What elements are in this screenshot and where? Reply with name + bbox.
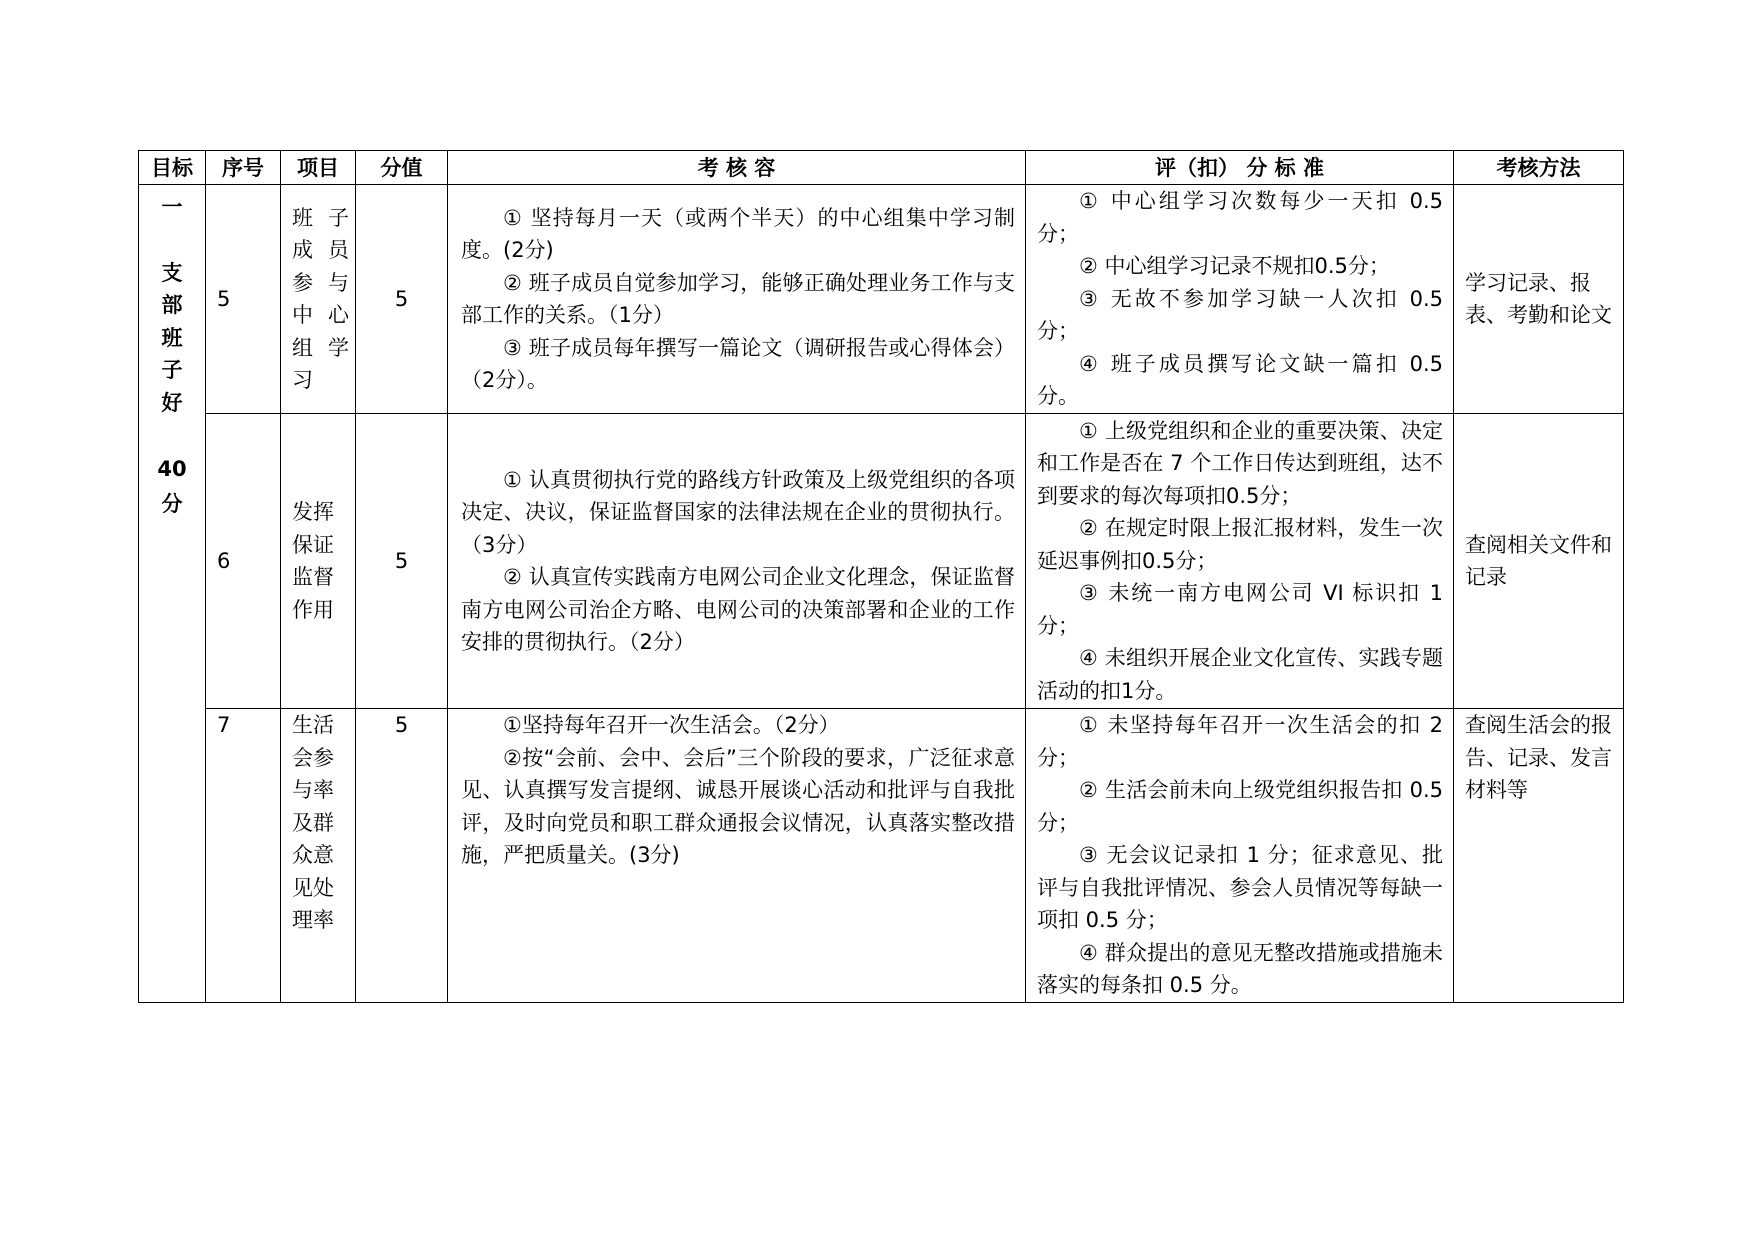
item-cell: [281, 414, 356, 709]
method-cell: 查阅相关文件和记录: [1454, 414, 1624, 709]
score-cell: 5: [356, 414, 448, 709]
criteria-paragraph: ① 上级党组织和企业的重要决策、决定和工作是否在 7 个工作日传达到班组，达不到要求的每次每项扣0.5分；: [1037, 418, 1443, 508]
item-cell: [281, 709, 356, 1003]
table-row: [139, 709, 1624, 1003]
header-content: 考 核 容: [448, 151, 1026, 185]
table-row: [139, 185, 1624, 414]
criteria-cell: [1026, 709, 1454, 1003]
criteria-paragraph: ③ 未统一南方电网公司 VI 标识扣 1 分；: [1037, 581, 1443, 638]
criteria-cell: [1026, 185, 1454, 414]
item-line: 众意: [292, 843, 334, 867]
table-row: [139, 414, 1624, 709]
content-paragraph: ②按“会前、会中、会后”三个阶段的要求，广泛征求意见、认真撰写发言提纲、诚恳开展谈心活动和批评与自我批评，及时向党员和职工群众通报会议情况，认真落实整改措施，严把质量关。(3分): [461, 745, 1015, 867]
header-seq: 序号: [206, 151, 281, 185]
content-cell: [448, 185, 1026, 414]
target-char: 子: [161, 358, 183, 382]
target-char: 一: [161, 195, 183, 219]
content-paragraph: ② 认真宣传实践南方电网公司企业文化理念，保证监督南方电网公司治企方略、电网公司的决策部署和企业的工作安排的贯彻执行。（2分）: [461, 565, 1015, 654]
criteria-paragraph: ③ 无故不参加学习缺一人次扣 0.5 分；: [1037, 286, 1443, 344]
item-line: 及群: [292, 810, 334, 835]
seq-cell: 7: [206, 709, 281, 1003]
header-criteria: 评（扣） 分 标 准: [1026, 151, 1454, 185]
criteria-paragraph: ① 未坚持每年召开一次生活会的扣 2 分；: [1037, 713, 1443, 770]
content-paragraph: ③ 班子成员每年撰写一篇论文（调研报告或心得体会）（2分）。: [461, 335, 1015, 392]
method-cell: 查阅生活会的报告、记录、发言材料等: [1454, 709, 1624, 1003]
criteria-paragraph: ④ 群众提出的意见无整改措施或措施未落实的每条扣 0.5 分。: [1037, 940, 1443, 997]
criteria-cell: [1026, 414, 1454, 709]
item-line: 会参: [292, 745, 334, 770]
target-char: 部: [161, 293, 183, 317]
target-points: 40: [157, 457, 187, 481]
criteria-paragraph: ② 在规定时限上报汇报材料，发生一次延迟事例扣0.5分；: [1037, 516, 1443, 573]
criteria-paragraph: ① 中心组学习次数每少一天扣 0.5 分；: [1037, 189, 1443, 246]
header-item: 项目: [281, 151, 356, 185]
header-target: 目标: [139, 151, 206, 185]
content-cell: [448, 414, 1026, 709]
method-cell: 学习记录、报表、考勤和论文: [1454, 185, 1624, 414]
item-line: 发挥: [292, 500, 334, 524]
item-line: 班子: [292, 205, 349, 230]
item-line: 生活: [292, 713, 334, 737]
seq-cell: 6: [206, 414, 281, 709]
score-cell: 5: [356, 709, 448, 1003]
criteria-paragraph: ④ 未组织开展企业文化宣传、实践专题活动的扣1分。: [1037, 646, 1443, 703]
item-line: 中心: [292, 303, 349, 327]
criteria-paragraph: ③ 无会议记录扣 1 分；征求意见、批评与自我批评情况、参会人员情况等每缺一项扣 0.5 分；: [1037, 843, 1443, 932]
seq-cell: 5: [206, 185, 281, 414]
criteria-paragraph: ② 生活会前未向上级党组织报告扣 0.5 分；: [1037, 778, 1443, 835]
assessment-table: [138, 150, 1624, 1003]
item-line: 监督: [292, 565, 334, 589]
content-cell: [448, 709, 1026, 1003]
target-points-unit: 分: [161, 492, 183, 516]
item-line: 见处: [292, 875, 334, 900]
header-method: 考核方法: [1454, 151, 1624, 185]
item-cell: [281, 185, 356, 414]
content-paragraph: ② 班子成员自觉参加学习，能够正确处理业务工作与支部工作的关系。（1分）: [461, 270, 1015, 327]
item-line: 习: [292, 368, 313, 392]
item-line: 理率: [292, 908, 334, 932]
target-cell: [139, 185, 206, 1003]
content-paragraph: ①坚持每年召开一次生活会。（2分）: [503, 713, 840, 737]
header-score: 分值: [356, 151, 448, 185]
content-paragraph: ① 认真贯彻执行党的路线方针政策及上级党组织的各项决定、决议，保证监督国家的法律法规在企业的贯彻执行。（3分）: [461, 467, 1015, 557]
target-char: 班: [161, 325, 183, 350]
item-line: 保证: [292, 532, 334, 557]
item-line: 与率: [292, 778, 334, 802]
header-row: [139, 151, 1624, 185]
score-cell: 5: [356, 185, 448, 414]
item-line: 成员: [292, 238, 349, 262]
item-line: 作用: [292, 597, 334, 622]
target-char: 好: [161, 390, 183, 415]
item-line: 组学: [292, 335, 349, 360]
target-char: 支: [161, 260, 183, 285]
criteria-paragraph: ④ 班子成员撰写论文缺一篇扣 0.5 分。: [1037, 351, 1443, 409]
content-paragraph: ① 坚持每月一天（或两个半天）的中心组集中学习制度。(2分): [461, 205, 1015, 262]
criteria-paragraph: ② 中心组学习记录不规扣0.5分；: [1079, 254, 1390, 279]
item-line: 参与: [292, 270, 349, 295]
